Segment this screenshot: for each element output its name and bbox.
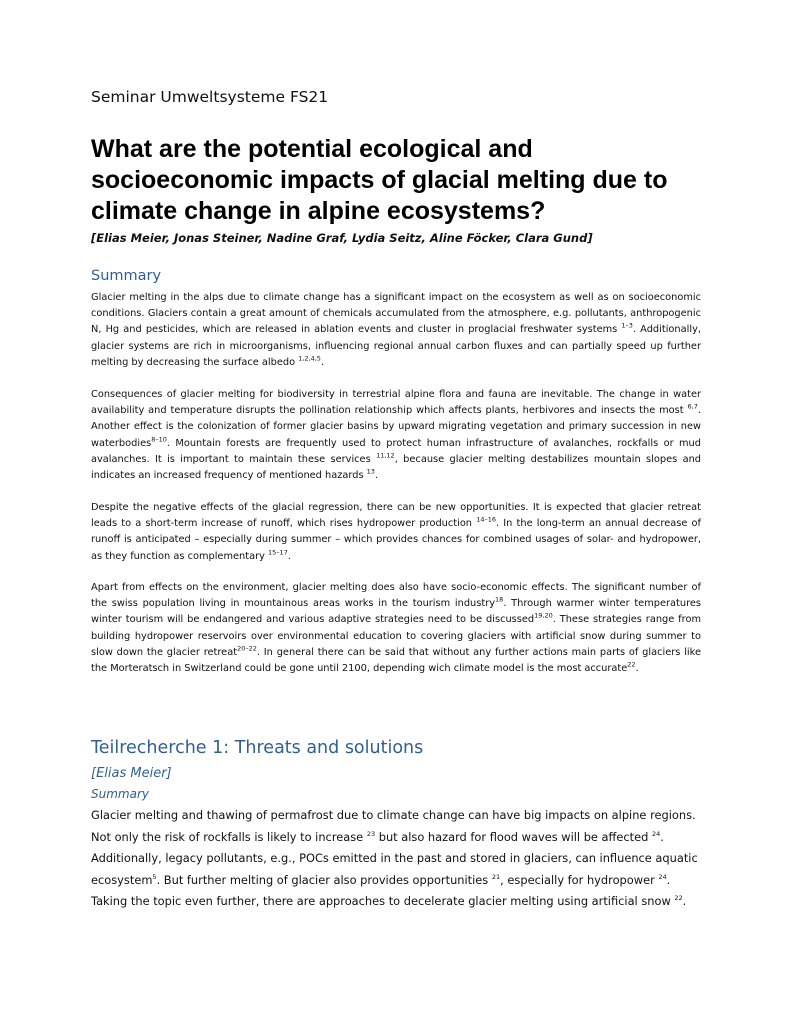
text-span: , especially for hydropower — [500, 872, 659, 887]
summary-paragraph-2 — [91, 387, 701, 484]
text-span: , because glacier melting destabilizes mountain slopes and indicates an increased frequency of mentioned hazards — [91, 453, 702, 482]
citation: 11,12 — [376, 451, 395, 460]
author-list: [Elias Meier, Jonas Steiner, Nadine Graf, Lydia Seitz, Aline Föcker, Clara Gund] — [91, 231, 593, 245]
section-author: [Elias Meier] — [91, 766, 172, 781]
citation: 5 — [152, 872, 157, 881]
citation: 24 — [651, 829, 661, 838]
summary-paragraph-4 — [91, 580, 701, 677]
page-header: Seminar Umweltsysteme FS21 — [91, 88, 329, 106]
section-summary-text — [91, 805, 703, 913]
summary-heading: Summary — [91, 268, 162, 284]
citation: 21 — [491, 872, 501, 881]
text-span: Consequences of glacier melting for biodiversity in terrestrial alpine flora and fauna are inevitable. The change in water availability and temperature disrupts the pollination relationship which affects plants, herbivores and insects the most — [91, 389, 701, 417]
text-span: but also hazard for flood waves will be affected — [375, 829, 652, 844]
citation: 19,20 — [534, 612, 553, 621]
citation: 18 — [495, 595, 504, 604]
summary-paragraph-3 — [91, 500, 701, 565]
text-span: . In general there can be said that without any further actions main parts of glaciers like the Morteratsch in Switzerland could be gone until 2100, depending wich climate model is the most accurate — [91, 646, 701, 675]
text-span: . But further melting of glacier also provides opportunities — [156, 872, 492, 887]
text-span: . In the long-term an annual decrease of runoff is anticipated – especially during summer – which provides chances for combined usages of solar- and hydropower, as they function as complementary — [91, 518, 701, 562]
document-title: What are the potential ecological and socioeconomic impacts of glacial melting due to climate change in alpine ecosystems? — [91, 135, 668, 225]
citation: 23 — [366, 829, 376, 838]
citation: 22 — [674, 894, 683, 903]
citation: 8–10 — [151, 435, 167, 444]
text-span: . These strategies range from building hydropower reservoirs over environmental education to covering glaciers with artificial snow during summer to slow down the glacier retreat — [91, 614, 701, 658]
citation: 22 — [627, 660, 636, 669]
citation: 24 — [658, 872, 667, 881]
text-span: Despite the negative effects of the glacial regression, there can be new opportunities. It is expected that glacier retreat leads to a short-term increase of runoff, which rises hydropower production — [91, 502, 701, 530]
text-span: . — [682, 894, 687, 908]
text-span: . Mountain forests are frequently used to protect human infrastructure of avalanches, rockfalls or mud avalanches. It is important to maintain these services — [91, 437, 701, 465]
text-span: . Taking the topic even further, there are approaches to decelerate glacier melting using artificial snow — [91, 872, 675, 908]
citation: 1–3 — [621, 322, 633, 331]
text-span: . Additionally, glacier systems are rich in microorganisms, influencing regional annual carbon fluxes and can partially speed up further melting by decreasing the surface albedo — [91, 324, 701, 368]
citation: 13 — [366, 467, 375, 476]
section-summary-heading: Summary — [91, 787, 149, 801]
citation: 20–22 — [237, 644, 257, 653]
citation: 15–17 — [268, 548, 288, 557]
text-span: . — [287, 550, 291, 562]
text-span: Glacier melting and thawing of permafrost due to climate change can have big impacts on alpine regions. Not only the risk of rockfalls is likely to increase — [91, 808, 696, 844]
text-span: . Additionally, legacy pollutants, e.g., POCs emitted in the past and stored in glaciers, can influence aquatic ecosystem — [91, 829, 698, 887]
citation: 14–16 — [476, 515, 496, 524]
text-span: Apart from effects on the environment, glacier melting does also have socio-economic effects. The significant number of the swiss population living in mountainous areas works in the tourism industry — [91, 582, 701, 610]
text-span: . Another effect is the colonization of former glacier basins by upward migrating vegetation and primary succession in new waterbodies — [91, 405, 701, 449]
text-span: . — [635, 663, 639, 675]
section-heading: Teilrecherche 1: Threats and solutions — [91, 738, 424, 758]
text-span: . — [374, 470, 379, 482]
summary-paragraph-1 — [91, 290, 701, 371]
text-span: . Through warmer winter temperatures winter tourism will be endangered and various adaptive strategies need to be discussed — [91, 598, 702, 626]
citation: 6,7 — [687, 402, 698, 411]
citation: 1,2,4,5 — [298, 354, 321, 363]
text-span: Glacier melting in the alps due to climate change has a significant impact on the ecosystem as well as on socioeconomic conditions. Glaciers contain a great amount of chemicals accumulated from the atmosphere, e.g. pollutants, anthropogenic N, Hg and pesticides, which are released in ablation events and cluster in proglacial freshwater systems — [91, 292, 701, 336]
text-span: . — [320, 356, 325, 368]
